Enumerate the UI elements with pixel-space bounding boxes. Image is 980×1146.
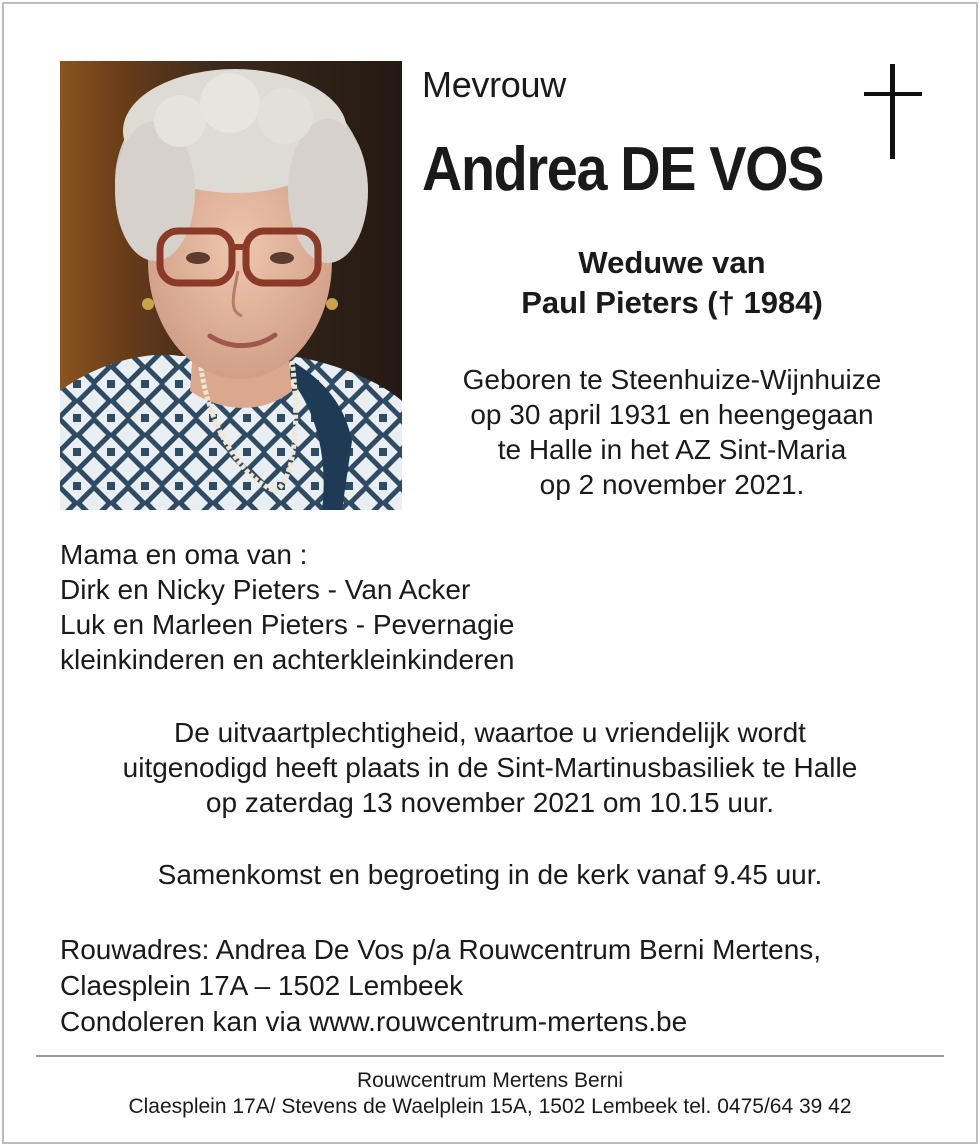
salutation: Mevrouw (422, 64, 566, 105)
funeral-home-name: Rouwcentrum Mertens Berni (356, 1069, 624, 1092)
birth-line-2: op 30 april 1931 en heengegaan (470, 399, 874, 430)
birth-death-info (422, 362, 922, 502)
birth-line-4: op 2 november 2021. (539, 469, 805, 500)
footer-divider (36, 1055, 944, 1057)
funeral-home-contact: Claesplein 17A/ Stevens de Waelplein 15A, 1502 Lembeek tel. 0475/64 39 42 (128, 1095, 852, 1118)
birth-line-1: Geboren te Steenhuize-Wijnhuize (462, 364, 882, 395)
family-member: Dirk en Nicky Pieters - Van Acker (60, 574, 471, 605)
family-intro: Mama en oma van : (60, 539, 308, 570)
funeral-home-footer (0, 1068, 980, 1120)
condolence-line: Condoleren kan via www.rouwcentrum-mertens.be (60, 1006, 688, 1037)
portrait-image (60, 61, 402, 510)
birth-line-3: te Halle in het AZ Sint-Maria (497, 434, 847, 465)
ceremony-line-2: uitgenodigd heeft plaats in de Sint-Martinusbasiliek te Halle (122, 752, 858, 783)
family-list (60, 537, 515, 677)
deceased-name: Andrea DE VOS (422, 135, 824, 204)
ceremony-line-1: De uitvaartplechtigheid, waartoe u vriendelijk wordt (174, 717, 806, 748)
widow-info (462, 243, 882, 323)
address-line-2: Claesplein 17A – 1502 Lembeek (60, 970, 464, 1001)
meeting-info: Samenkomst en begroeting in de kerk vanaf 9.45 uur. (157, 859, 823, 890)
spouse-name: Paul Pieters († 1984) (521, 285, 823, 320)
family-member: kleinkinderen en achterkleinkinderen (60, 644, 515, 675)
address-line-1: Rouwadres: Andrea De Vos p/a Rouwcentrum Berni Mertens, (60, 934, 822, 965)
ceremony-line-3: op zaterdag 13 november 2021 om 10.15 uur. (205, 787, 775, 818)
cross-icon (864, 64, 922, 160)
widow-line: Weduwe van (578, 245, 766, 280)
portrait-photo (60, 61, 402, 510)
family-member: Luk en Marleen Pieters - Pevernagie (60, 609, 515, 640)
mourning-address (60, 932, 821, 1040)
ceremony-info (0, 715, 980, 820)
